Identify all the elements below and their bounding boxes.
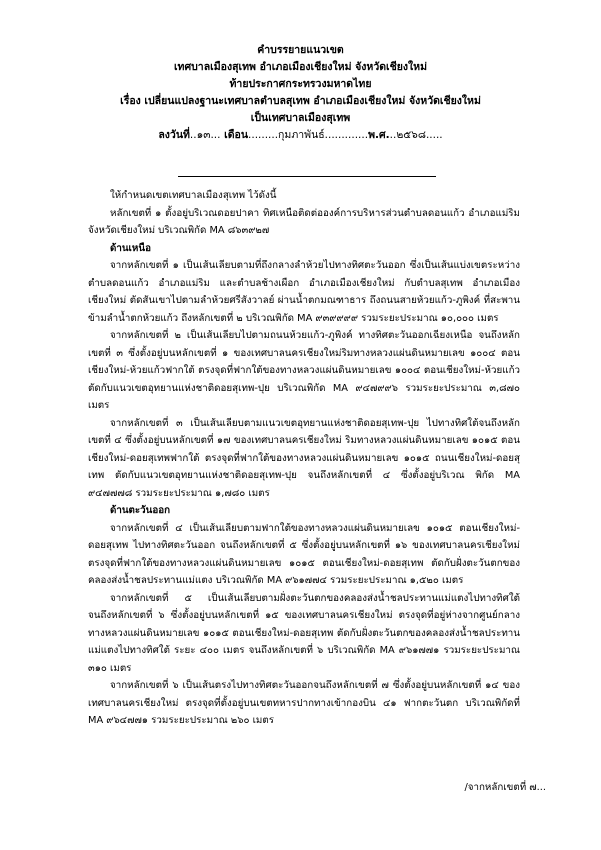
header-announcement: ท้ายประกาศกระทรวงมหาดไทย — [229, 78, 372, 90]
north-paragraph-2: จากหลักเขตที่ ๒ เป็นเส้นเลียบไปตามถนนห้วยแก้ว-ภูพิงค์ ทางทิศตะวันออกเฉียงเหนือ จนถึงหลักเขตที่ ๓ ซึ่งตั้งอยู่บนหลักเขตที่ ๑ ของเทศบาลนครเชียงใหม่ริมทางหลวงแผ่นดินหมายเลข ๑๐๐๔ ตอนเชียงใหม่-ห้วยแก้วฟากใต้ ตรงจุดที่ฟากใต้ของทางหลวงแผ่นดินหมายเลข ๑๐๐๔ ตอนเชียงใหม่-ห้วยแก้ว ตัดกับแนวเขตอุทยานแห่งชาติดอยสุเทพ-ปุย บริเวณพิกัด MA ๙๔๗๙๙๖ รวมระยะประมาณ ๓,๘๗๐ เมตร — [88, 330, 520, 411]
east-paragraph-3: จากหลักเขตที่ ๖ เป็นเส้นตรงไปทางทิศตะวันออกจนถึงหลักเขตที่ ๗ ซึ่งตั้งอยู่บนหลักเขตที่ ๑๔ ของเทศบาลนครเชียงใหม่ ตรงจุดที่ตั้งอยู่บนเขตทหารปากทางเข้ากองบิน ๔๑ ฟากตะวันตก บริเวณพิกัดที่ MA ๙๖๔๗๗๑ รวมระยะประมาณ ๒๖๐ เมตร — [88, 680, 520, 726]
heading-north: ด้านเหนือ — [110, 242, 151, 254]
start-point-paragraph: หลักเขตที่ ๑ ตั้งอยู่บริเวณดอยปาคา ทิศเหนือติดต่อองค์การบริหารส่วนตำบลดอนแก้ว อำเภอแม่ริม จังหวัดเชียงใหม่ บริเวณพิกัด MA ๘๖๓๙๒๗ — [88, 207, 520, 236]
date-day: ..๑๓... — [189, 129, 221, 141]
intro-paragraph: ให้กำหนดเขตเทศบาลเมืองสุเทพ ไว้ดังนี้ — [110, 190, 277, 201]
north-paragraph-1: จากหลักเขตที่ ๑ เป็นเส้นเลียบตามที่ถึงกลางลำห้วยไปทางทิศตะวันออก ซึ่งเป็นเส้นแบ่งเขตระหว่างตำบลดอนแก้ว อำเภอแม่ริม และตำบลช้างเผือก อำเภอเมืองเชียงใหม่ กับตำบลสุเทพ อำเภอเมืองเชียงใหม่ ตัดสันเขาไปตามลำห้วยศรีสังวาลย์ ผ่านน้ำตกมณฑาธาร ถึงถนนสายห้วยแก้ว-ภูพิงค์ ที่สะพานข้ามลำน้ำตกห้วยแก้ว ถึงหลักเขตที่ ๒ บริเวณพิกัด MA ๙๓๙๙๙๙ รวมระยะประมาณ ๑๐,๐๐๐ เมตร — [88, 260, 520, 324]
heading-east: ด้านตะวันออก — [110, 505, 171, 516]
north-paragraph-3: จากหลักเขตที่ ๓ เป็นเส้นเลียบตามแนวเขตอุทยานแห่งชาติดอยสุเทพ-ปุย ไปทางทิศใต้จนถึงหลักเขตที่ ๔ ซึ่งตั้งอยู่บนหลักเขตที่ ๑๗ ของเทศบาลนครเชียงใหม่ ริมทางหลวงแผ่นดินหมายเลข ๑๐๑๕ ตอนเชียงใหม่-ดอยสุเทพฟากใต้ ตรงจุดที่ฟากใต้ของทางหลวงแผ่นดินหมายเลข ๑๐๑๕ ถนนเชียงใหม่-ดอยสุเทพ ตัดกับแนวเขตอุทยานแห่งชาติดอยสุเทพ-ปุย จนถึงหลักเขตที่ ๔ ซึ่งตั้งอยู่บริเวณ พิกัด MA ๙๔๗๗๗๘ รวมระยะประมาณ ๑,๗๘๐ เมตร — [88, 417, 520, 499]
continuation-note: /จากหลักเขตที่ ๗... — [464, 782, 546, 793]
header-result: เป็นเทศบาลเมืองสุเทพ — [250, 112, 351, 124]
document-body — [88, 187, 520, 730]
date-year: ..๒๕๖๘..... — [389, 129, 443, 141]
east-paragraph-2: จากหลักเขตที่ ๕ เป็นเส้นเลียบตามฝั่งตะวันตกของคลองส่งน้ำชลประทานแม่แตงไปทางทิศใต้ จนถึงหลักเขตที่ ๖ ซึ่งตั้งอยู่บนหลักเขตที่ ๑๕ ของเทศบาลนครเชียงใหม่ ตรงจุดที่อยู่ห่างจากศูนย์กลางทางหลวงแผ่นดินหมายเลข ๑๐๑๕ ตอนเชียงใหม่-ดอยสุเทพ ตัดกับฝั่งตะวันตกของคลองส่งน้ำชลประทานแม่แตงไปทางทิศใต้ ระยะ ๔๐๐ เมตร จนถึงหลักเขตที่ ๖ บริเวณพิกัด MA ๙๖๑๗๗๑ รวมระยะประมาณ ๓๑๐ เมตร — [88, 592, 520, 674]
header-divider — [178, 176, 436, 177]
header-municipality: เทศบาลเมืองสุเทพ อำเภอเมืองเชียงใหม่ จังหวัดเชียงใหม่ — [173, 61, 428, 73]
header-date — [0, 127, 601, 144]
header-subject: เรื่อง เปลี่ยนแปลงฐานะเทศบาลตำบลสุเทพ อำเภอเมืองเชียงใหม่ จังหวัดเชียงใหม่ — [120, 95, 481, 107]
date-month: .........กุมภาพันธ์............. — [248, 129, 369, 141]
date-year-label: พ.ศ. — [368, 129, 390, 141]
east-paragraph-1: จากหลักเขตที่ ๔ เป็นเส้นเลียบตามฟากใต้ของทางหลวงแผ่นดินหมายเลข ๑๐๑๕ ตอนเชียงใหม่-ดอยสุเทพ ไปทางทิศตะวันออก จนถึงหลักเขตที่ ๕ ซึ่งตั้งอยู่บนหลักเขตที่ ๑๖ ของเทศบาลนครเชียงใหม่ ตรงจุดที่ฟากใต้ของทางหลวงแผ่นดินหมายเลข ๑๐๑๕ ตอนเชียงใหม่-ดอยสุเทพ ตัดกับฝั่งตะวันตกของคลองส่งน้ำชลประทานแม่แตง บริเวณพิกัด MA ๙๖๑๗๗๔ รวมระยะประมาณ ๑,๕๒๐ เมตร — [88, 522, 520, 586]
document-header — [0, 42, 601, 144]
header-title: คำบรรยายแนวเขต — [257, 44, 344, 56]
date-month-label: เดือน — [224, 129, 249, 141]
date-prefix: ลงวันที่ — [158, 129, 190, 141]
